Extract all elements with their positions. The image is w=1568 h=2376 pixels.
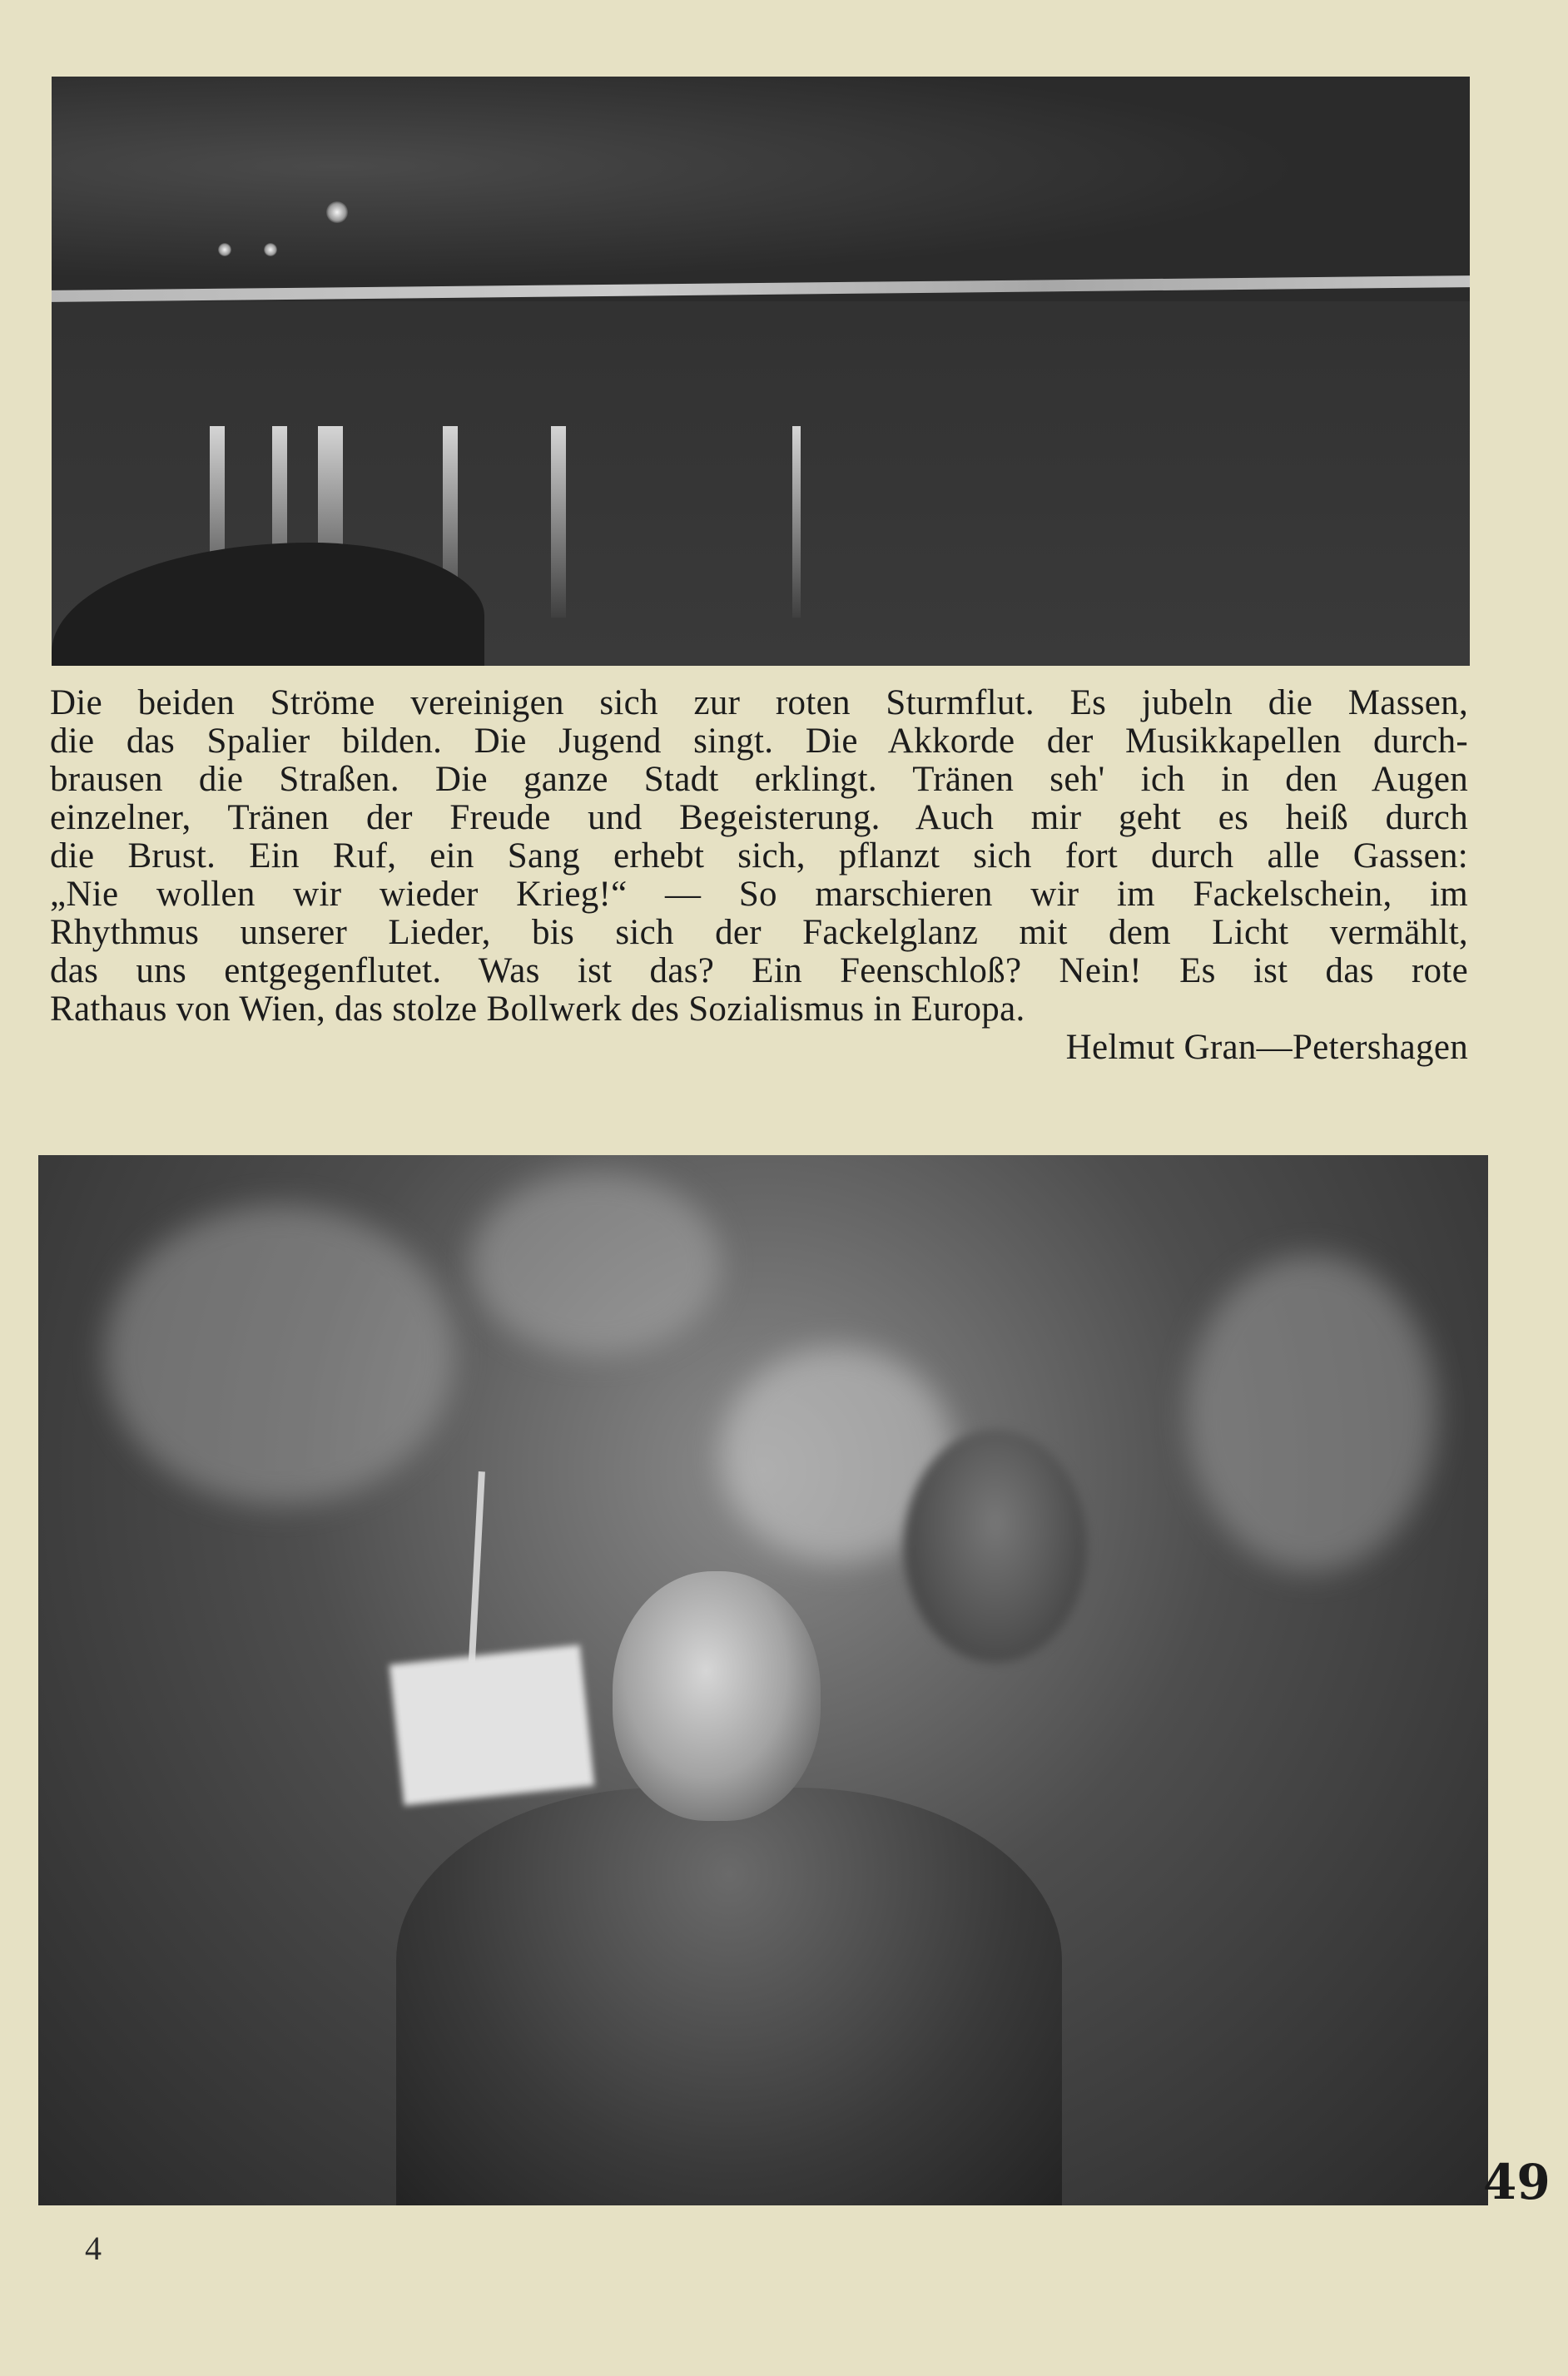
night-river-photo bbox=[52, 77, 1470, 666]
paragraph-line: „Nie wollen wir wieder Krieg!“ — So marschieren wir im Fackelschein, im bbox=[50, 875, 1468, 914]
paragraph-line: Die beiden Ströme vereinigen sich zur roten Sturmflut. Es jubeln die Massen, bbox=[50, 683, 1468, 722]
smiling-marcher-head bbox=[613, 1571, 821, 1821]
second-marcher bbox=[904, 1430, 1087, 1663]
torch-march-photo bbox=[38, 1155, 1488, 2205]
light-reflection bbox=[792, 426, 801, 618]
torch-flame bbox=[390, 1644, 595, 1805]
marcher-body bbox=[396, 1788, 1062, 2205]
paragraph-line: einzelner, Tränen der Freude und Begeisterung. Auch mir geht es heiß durch bbox=[50, 798, 1468, 837]
blurred-figure bbox=[1187, 1255, 1437, 1571]
paragraph-line: Rathaus von Wien, das stolze Bollwerk des Sozialismus in Europa. bbox=[50, 990, 1025, 1029]
paragraph-line: die das Spalier bilden. Die Jugend singt. Die Akkorde der Musikkapellen durch- bbox=[50, 722, 1468, 761]
article-paragraph bbox=[50, 684, 1468, 1067]
blurred-figure bbox=[105, 1205, 454, 1505]
signature-mark: 4 bbox=[85, 2230, 102, 2267]
page-number: 49 bbox=[1483, 2154, 1551, 2210]
paragraph-line: brausen die Straßen. Die ganze Stadt erklingt. Tränen seh' ich in den Augen bbox=[50, 760, 1468, 799]
paragraph-line: das uns entgegenflutet. Was ist das? Ein Feenschloß? Nein! Es ist das rote bbox=[50, 951, 1468, 990]
street-lamp bbox=[264, 243, 277, 256]
street-lamp bbox=[326, 201, 348, 223]
author-signature: Helmut Gran—Petershagen bbox=[1065, 1028, 1468, 1067]
light-reflection bbox=[551, 426, 566, 618]
paragraph-line: die Brust. Ein Ruf, ein Sang erhebt sich, pflanzt sich fort durch alle Gassen: bbox=[50, 836, 1468, 875]
paragraph-line: Rhythmus unserer Lieder, bis sich der Fackelglanz mit dem Licht vermählt, bbox=[50, 913, 1468, 952]
dark-foreground bbox=[52, 543, 484, 666]
blurred-figure bbox=[471, 1172, 721, 1355]
photo-sky bbox=[52, 77, 1470, 301]
street-lamp bbox=[218, 243, 231, 256]
